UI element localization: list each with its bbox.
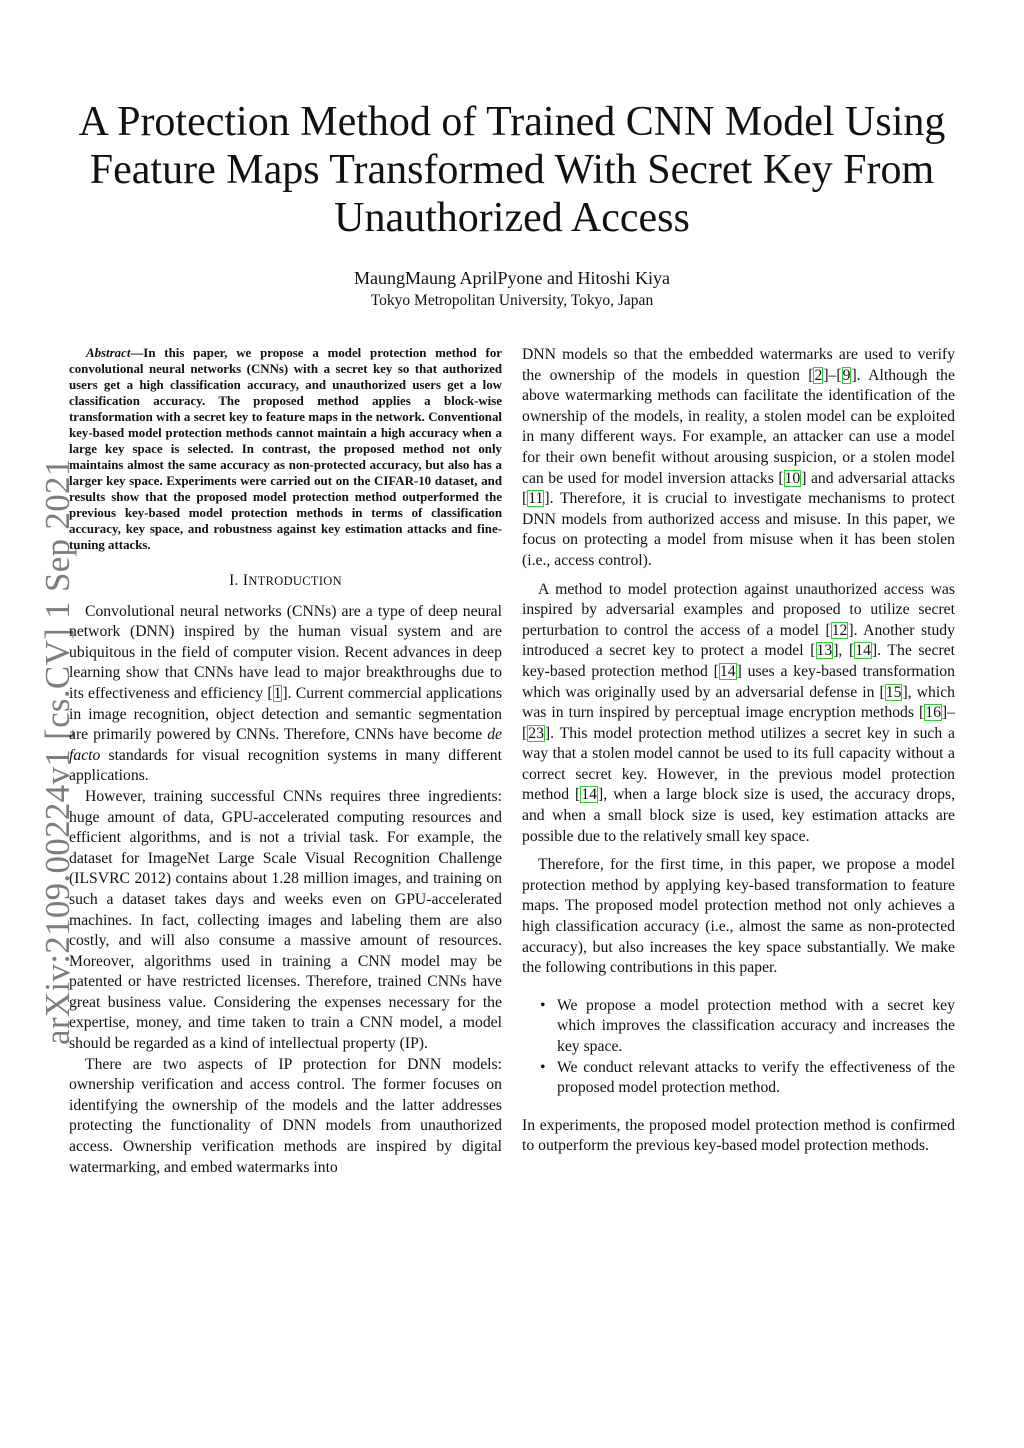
abstract-text: —In this paper, we propose a model protection method for convolutional neural networks (CNNs) with a secret key so that authorized users get a high classification accuracy, and unauthorized users get a low classification accuracy. The proposed method applies a block-wise transformation with a secret key to feature maps in the network. Conventional key-based model protection methods cannot maintain a high accuracy when a large key space is selected. In contrast, the proposed method not only maintains almost the same accuracy as non-protected accuracy, but also has a larger key space. Experiments were carried out on the CIFAR-10 dataset, and results show that the proposed model protection method outperformed the previous key-based model protection methods in terms of classification accuracy, key space, and robustness against key estimation attacks and fine-tuning attacks. (69, 346, 502, 552)
abstract (69, 345, 502, 553)
intro-paragraph-1: Convolutional neural networks (CNNs) are a type of deep neural network (DNN) inspired by the human visual system and are ubiquitous in the field of computer vision. Recent advances in deep learning show that CNNs have lead to major breakthroughs due to its effectiveness and efficiency [1]. Current commercial applications in image recognition, object detection and semantic segmentation are primarily powered by CNNs. Therefore, CNNs have become de facto standards for visual recognition systems in many different applications. (69, 602, 502, 785)
abstract-label: Abstract (86, 346, 131, 360)
citation-link[interactable]: 13 (816, 642, 833, 660)
bullet-icon: • (540, 996, 546, 1014)
right-paragraph-1: DNN models so that the embedded watermarks are used to verify the ownership of the models in question [2]–[9]. Although the above watermarking methods can facilitate the identification of the ownership of the models, in reality, a stolen model can be exploited in many different ways. For example, an attacker can use a model for their own benefit without arousing suspicion, or a stolen model can be used for model inversion attacks [10] and adversarial attacks [11]. Therefore, it is crucial to investigate mechanisms to protect DNN models from authorized access and misuse. In this paper, we focus on protecting a model from misuse when it has been stolen (i.e., access control). (522, 346, 955, 569)
citation-link[interactable]: 14 (581, 786, 597, 804)
citation-link[interactable]: 16 (925, 704, 941, 722)
citation-link[interactable]: 10 (784, 469, 801, 487)
citation-link[interactable]: 9 (842, 366, 851, 384)
intro-paragraph-3: There are two aspects of IP protection for DNN models: ownership verification and access control. The former focuses on identifying the ownership of the models and the latter addresses protecting the functionality of DNN models from unauthorized access. Ownership verification methods are inspired by digital watermarking, and embed watermarks into (69, 1055, 502, 1176)
right-paragraph-4: In experiments, the proposed model protection method is confirmed to outperform the previous key-based model protection methods. (522, 1116, 955, 1155)
citation-link[interactable]: 23 (528, 724, 544, 742)
right-column (522, 345, 955, 1157)
section-heading-introduction: I. INTRODUCTION (229, 572, 342, 589)
right-paragraph-2: A method to model protection against unauthorized access was inspired by adversarial examples and proposed to utilize secret perturbation to control the access of a model [12]. Another study introduced a secret key to protect a model [13], [14]. The secret key-based protection method [14] uses a key-based transformation which was originally used by an adversarial defense in [15], which was in turn inspired by perceptual image encryption methods [16]–[23]. This model protection method utilizes a secret key in such a way that a stolen model cannot be used to its full capacity without a correct secret key. However, in the previous model protection method [14], when a large block size is used, the accuracy drops, and when a small block size is used, key estimation attacks are possible due to the relatively small key space. (522, 580, 956, 845)
citation-link[interactable]: 15 (885, 683, 902, 701)
citation-link[interactable]: 12 (831, 621, 848, 639)
citation-link[interactable]: 11 (528, 490, 544, 508)
bullet-icon: • (540, 1058, 546, 1076)
citation-link[interactable]: 1 (273, 684, 282, 702)
list-item: • We propose a model protection method with a secret key which improves the classification accuracy and increases the key space. (540, 996, 955, 1055)
authors: MaungMaung AprilPyone and Hitoshi Kiya (354, 268, 670, 288)
arxiv-identifier: arXiv:2109.00224v1 [cs.CV] 1 Sep 2021 (38, 458, 77, 1045)
intro-paragraph-2: However, training successful CNNs requires three ingredients: huge amount of data, GPU-accelerated computing resources and efficient algorithms, and is not a trivial task. For example, the dataset for ImageNet Large Scale Visual Recognition Challenge (ILSVRC 2012) contains about 1.28 million images, and training on such a dataset takes days and weeks even on GPU-accelerated machines. In fact, collecting images and labeling them are also costly, and will also consume a massive amount of resources. Moreover, algorithms used in training a CNN model may be patented or have restricted licenses. Therefore, trained CNNs have great business value. Considering the expenses necessary for the expertise, money, and time taken to train a CNN model, a model should be regarded as a kind of intellectual property (IP). (69, 787, 502, 1053)
paper-title: A Protection Method of Trained CNN Model Using Feature Maps Transformed With Secret Key From Unauthorized Access (78, 99, 946, 241)
citation-link[interactable]: 14 (719, 662, 736, 680)
affiliation: Tokyo Metropolitan University, Tokyo, Japan (370, 292, 654, 309)
right-paragraph-3: Therefore, for the first time, in this paper, we propose a model protection method by applying key-based transformation to feature maps. The proposed model protection method not only achieves a high classification accuracy (i.e., almost the same as non-protected accuracy), but also increases the key space substantially. We make the following contributions in this paper. (522, 856, 955, 977)
left-column (69, 345, 502, 1178)
citation-link[interactable]: 14 (855, 642, 871, 660)
contributions-list (522, 996, 955, 1099)
list-item: • We conduct relevant attacks to verify the effectiveness of the proposed model protection method. (540, 1058, 955, 1097)
citation-link[interactable]: 2 (814, 366, 823, 384)
